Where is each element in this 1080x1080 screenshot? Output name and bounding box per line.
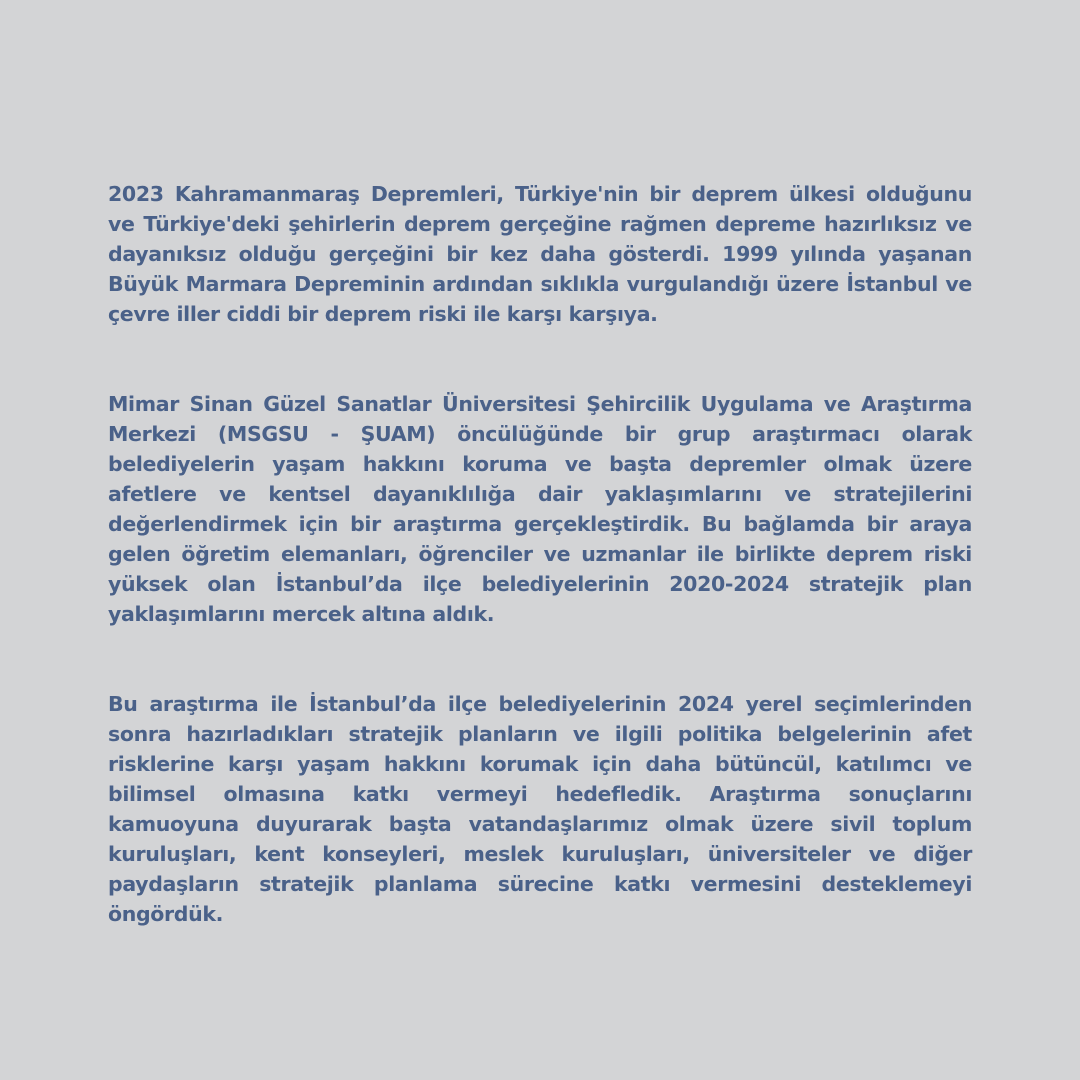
goals-paragraph: Bu araştırma ile İstanbul’da ilçe belediyelerinin 2024 yerel seçimlerinden sonra hazırladıkları stratejik planların ve ilgili politika belgelerinin afet risklerine karşı yaşam hakkını korumak için daha bütüncül, katılımcı ve bilimsel olmasına katkı vermeyi hedefledik. Araştırma sonuçlarını kamuoyuna duyurarak başta vatandaşlarımız olmak üzere sivil toplum kuruluşları, kent konseyleri, meslek kuruluşları, üniversiteler ve diğer paydaşların stratejik planlama sürecine katkı vermesini desteklemeyi öngördük. [108,692,972,926]
intro-paragraph: 2023 Kahramanmaraş Depremleri, Türkiye'nin bir deprem ülkesi olduğunu ve Türkiye'deki şehirlerin deprem gerçeğine rağmen depreme hazırlıksız ve dayanıksız olduğu gerçeğini bir kez daha gösterdi. 1999 yılında yaşanan Büyük Marmara Depreminin ardından sıklıkla vurgulandığı üzere İstanbul ve çevre iller ciddi bir deprem riski ile karşı karşıya. [108,182,972,326]
research-paragraph: Mimar Sinan Güzel Sanatlar Üniversitesi Şehircilik Uygulama ve Araştırma Merkezi (MSGSU - ŞUAM) öncülüğünde bir grup araştırmacı olarak belediyelerin yaşam hakkını koruma ve başta depremler olmak üzere afetlere ve kentsel dayanıklılığa dair yaklaşımlarını ve stratejilerini değerlendirmek için bir araştırma gerçekleştirdik. Bu bağlamda bir araya gelen öğretim elemanları, öğrenciler ve uzmanlar ile birlikte deprem riski yüksek olan İstanbul’da ilçe belediyelerinin 2020-2024 stratejik plan yaklaşımlarını mercek altına aldık. [108,392,972,626]
document-body [108,179,972,929]
